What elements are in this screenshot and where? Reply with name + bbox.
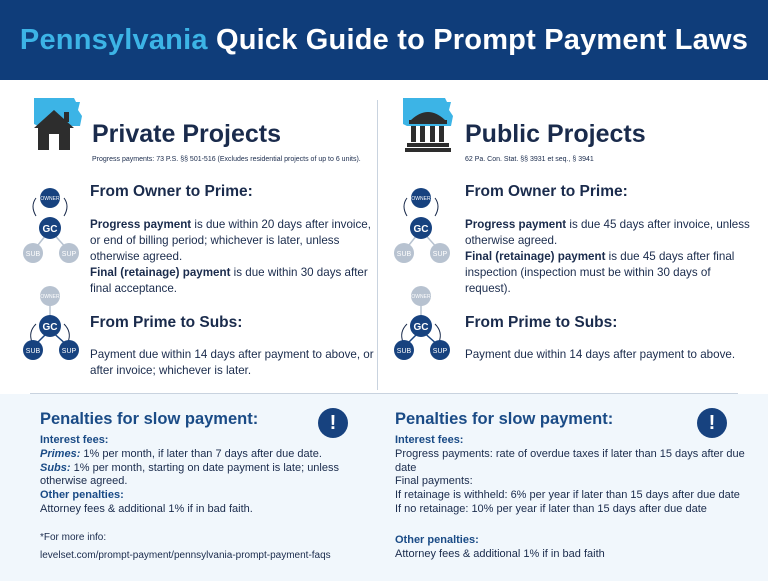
exclamation-icon: ! — [697, 408, 727, 438]
public-other-text: Attorney fees & additional 1% if in bad faith — [395, 547, 605, 560]
public-other-label: Other penalties: — [395, 534, 479, 546]
public-progress-payment: Progress payment is due 45 days after invoice, unless otherwise agreed. — [465, 218, 750, 247]
owner-to-prime-diagram — [22, 186, 82, 264]
sup-node-label: SUP — [432, 251, 448, 258]
prime-to-subs-diagram — [393, 286, 453, 364]
exclamation-icon: ! — [318, 408, 348, 438]
private-projects-title: Private Projects — [92, 120, 281, 148]
public-no-retainage-line: If no retainage: 10% per year if later than 15 days after due date — [395, 502, 707, 515]
public-retainage-line: If retainage is withheld: 6% per year if later than 15 days after due date — [395, 489, 740, 502]
private-interest-label: Interest fees: — [40, 434, 109, 446]
gc-node-label: GC — [413, 322, 429, 333]
public-other-penalties — [395, 534, 760, 562]
sub-node-label: SUB — [396, 348, 412, 355]
public-final-line: Final payments: — [395, 475, 473, 488]
sub-node-label: SUB — [396, 251, 412, 258]
public-interest-label: Interest fees: — [395, 434, 464, 446]
column-divider — [377, 100, 378, 390]
owner-node-label: OWNER — [411, 294, 431, 300]
private-progress-payment: Progress payment is due within 20 days after invoice, or end of billing period; whichever is later, unless otherwise agreed. — [90, 218, 371, 263]
public-progress-line: Progress payments: rate of overdue taxes if later than 15 days after due date — [395, 447, 745, 474]
owner-node-label: OWNER — [40, 196, 60, 202]
courthouse-icon — [399, 96, 457, 156]
private-prime-to-subs-heading: From Prime to Subs: — [90, 314, 243, 331]
private-penalties-heading: Penalties for slow payment: — [40, 410, 259, 428]
owner-node-label: OWNER — [411, 196, 431, 202]
private-subs-line: Subs: 1% per month, starting on date payment is late; unless otherwise agreed. — [40, 461, 339, 488]
page-header — [0, 0, 768, 80]
house-icon — [28, 96, 84, 154]
section-divider — [30, 393, 738, 394]
sup-node-label: SUP — [61, 348, 77, 355]
private-statute: Progress payments: 73 P.S. §§ 501-516 (Excludes residential projects of up to 6 units). — [92, 156, 361, 163]
gc-node-label: GC — [413, 224, 429, 235]
sub-node-label: SUB — [25, 348, 41, 355]
gc-node-label: GC — [42, 224, 58, 235]
sub-node-label: SUB — [25, 251, 41, 258]
public-statute: 62 Pa. Con. Stat. §§ 3931 et seq., § 3941 — [465, 156, 594, 163]
public-prime-to-subs-text: Payment due within 14 days after payment to above. — [465, 348, 736, 361]
public-penalties-heading: Penalties for slow payment: — [395, 410, 614, 428]
public-penalties-text — [395, 434, 760, 517]
public-final-payment: Final (retainage) payment is due 45 days after final inspection (inspection must be within 30 days of request). — [465, 250, 735, 295]
public-projects-title: Public Projects — [465, 120, 646, 148]
page-title-accent: Pennsylvania — [19, 23, 208, 56]
page-title-rest: Quick Guide to Prompt Payment Laws — [215, 23, 749, 56]
public-prime-to-subs-heading: From Prime to Subs: — [465, 314, 618, 331]
private-other-label: Other penalties: — [40, 489, 124, 502]
private-final-payment: Final (retainage) payment is due within 30 days after final acceptance. — [90, 266, 368, 295]
gc-node-label: GC — [42, 322, 58, 333]
public-owner-to-prime-heading: From Owner to Prime: — [465, 183, 628, 200]
private-primes-line: Primes: 1% per month, if later than 7 days after due date. — [40, 447, 322, 460]
prime-to-subs-diagram — [22, 286, 82, 364]
page-title — [20, 24, 748, 57]
sup-node-label: SUP — [432, 348, 448, 355]
owner-to-prime-diagram — [393, 186, 453, 264]
owner-node-label: OWNER — [40, 294, 60, 300]
private-penalties-text — [40, 434, 355, 517]
private-other-text: Attorney fees & additional 1% if in bad faith. — [40, 502, 253, 515]
more-info-link[interactable]: levelset.com/prompt-payment/pennsylvania-prompt-payment-faqs — [40, 550, 331, 561]
more-info-label: *For more info: — [40, 532, 107, 543]
private-owner-to-prime-heading: From Owner to Prime: — [90, 183, 253, 200]
private-prime-to-subs-text: Payment due within 14 days after payment to above, or after invoice; whichever is later. — [90, 348, 374, 377]
sup-node-label: SUP — [61, 251, 77, 258]
